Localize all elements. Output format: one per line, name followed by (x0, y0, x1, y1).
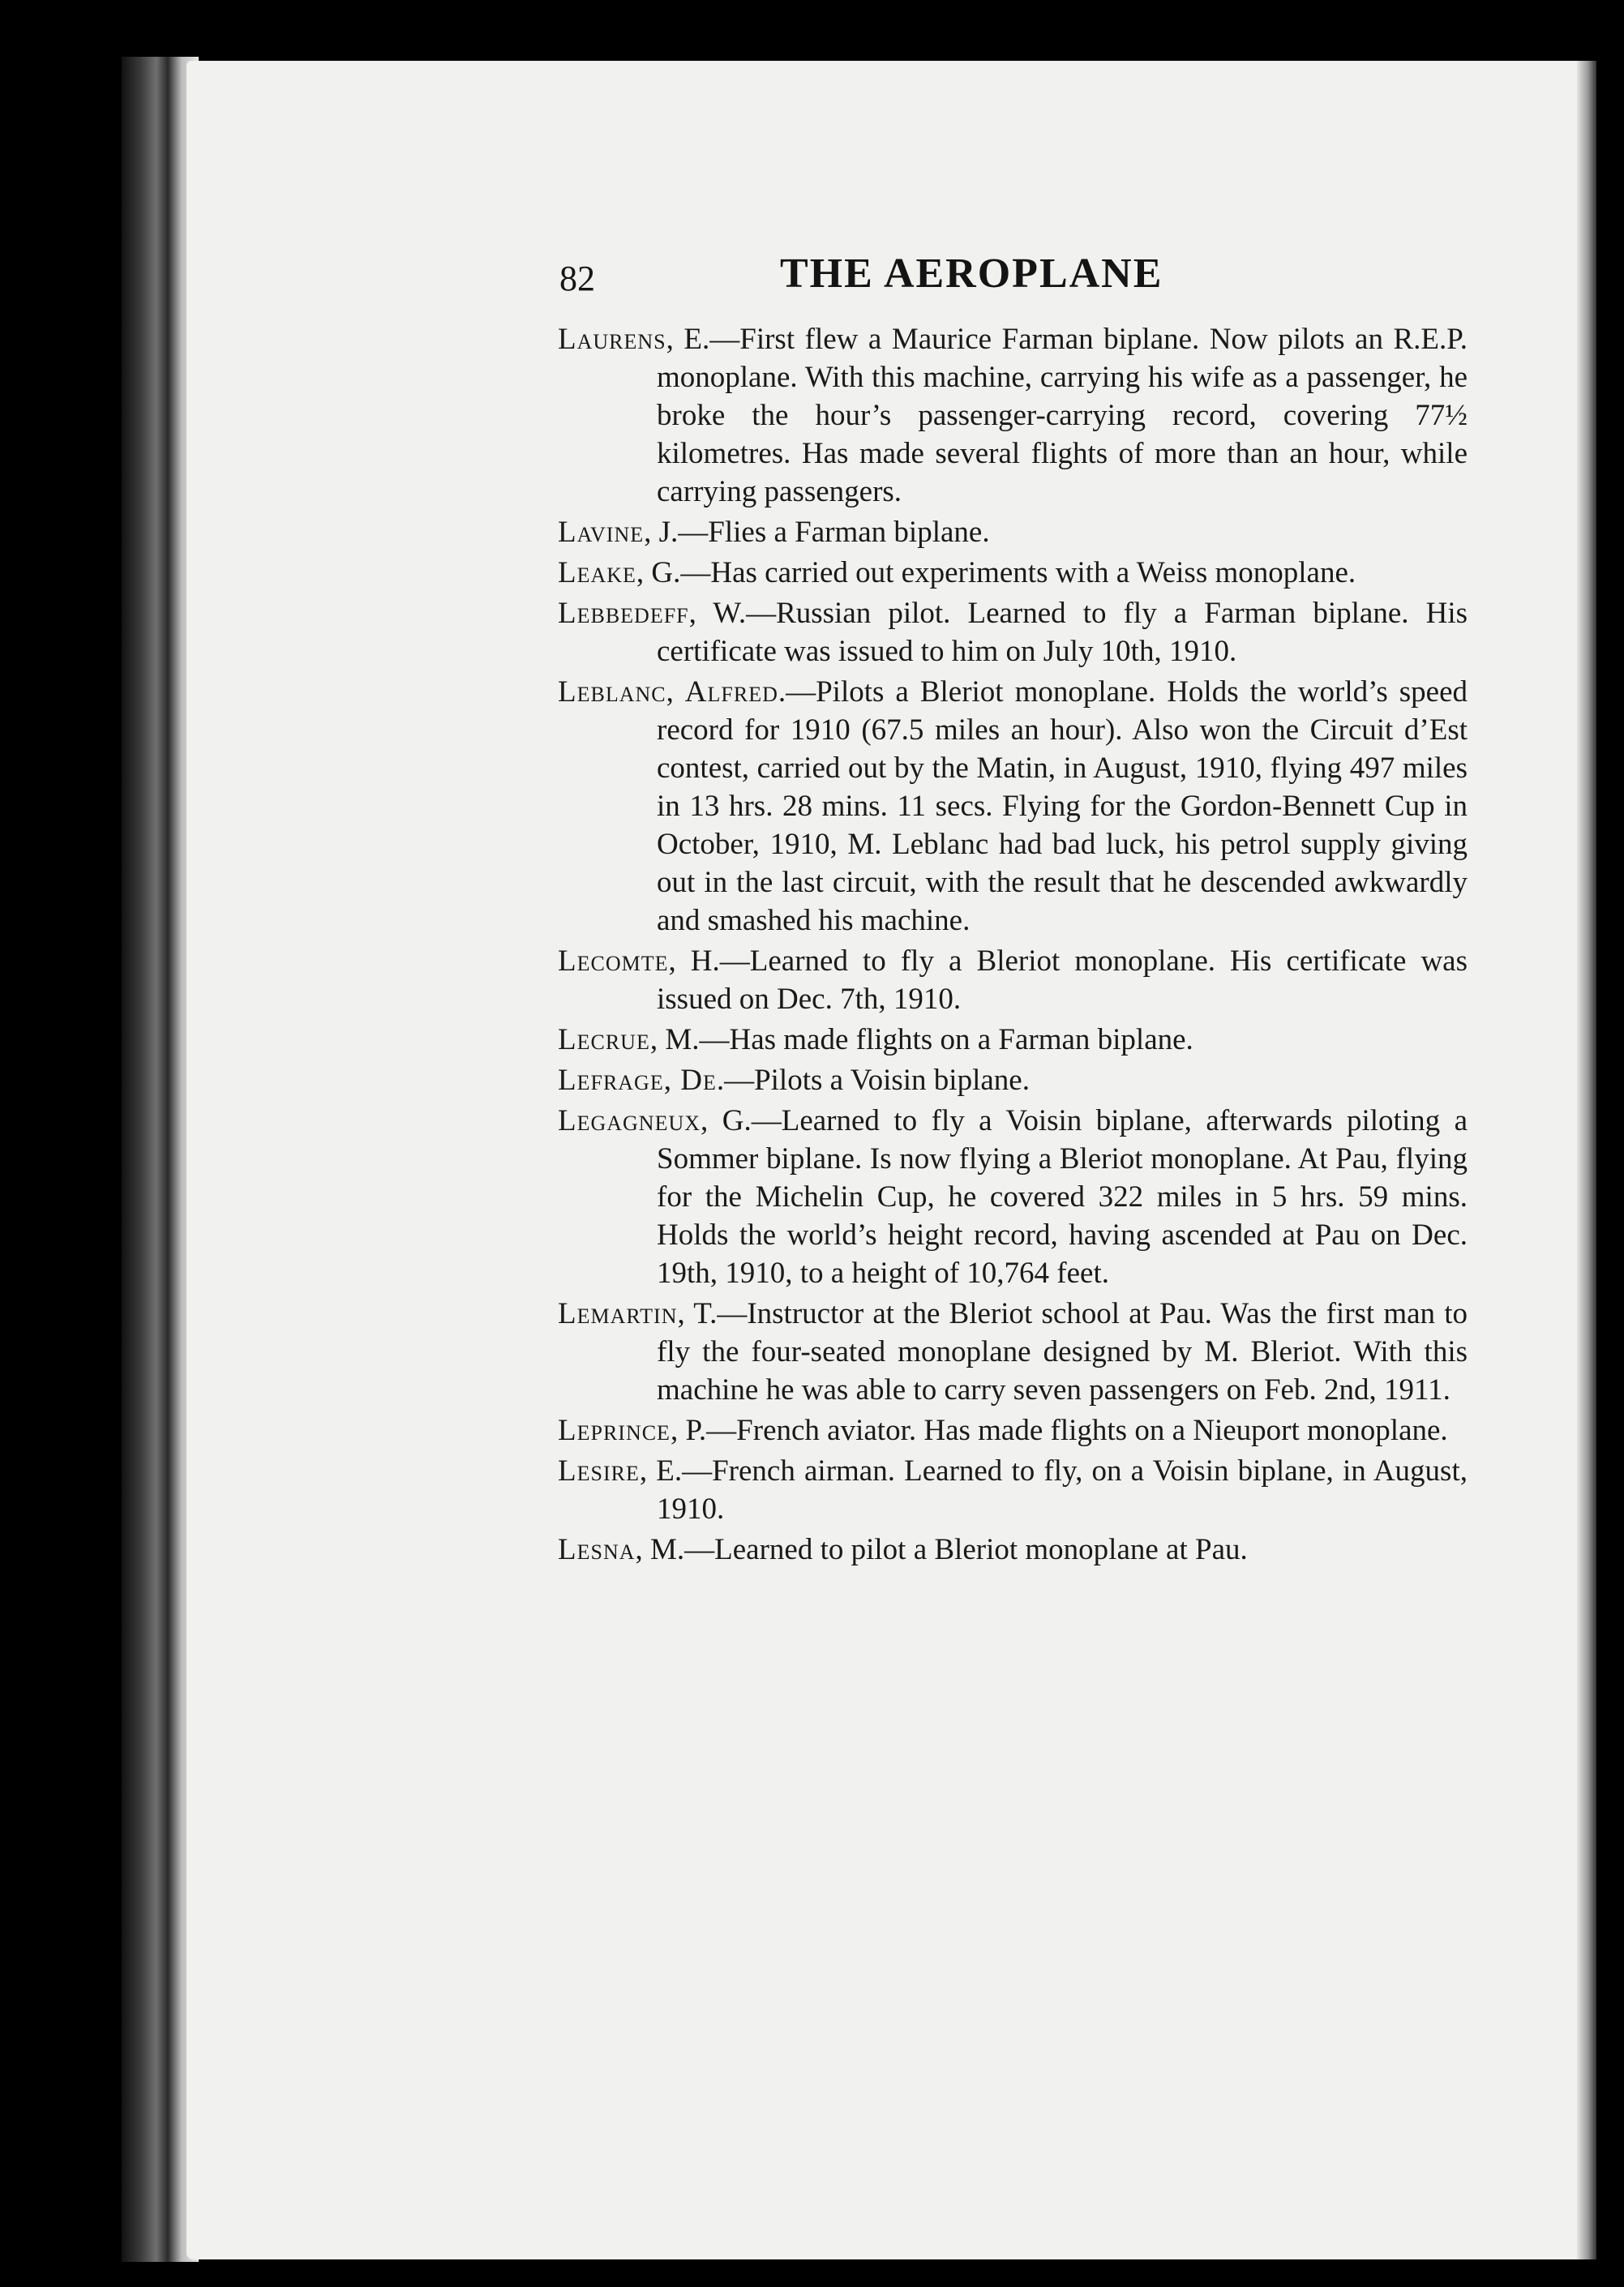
entry-lecomte (558, 942, 1468, 1018)
entry-text: .—Pilots a Bleriot monoplane. Holds the world’s speed record for 1910 (67.5 miles an hour). Also won the Circuit d’Est contest, carried out by the Matin, in August, 1910, flying 497 miles in 13 hrs. 28 mins. 11 secs. Flying for the Gordon-Bennett Cup in October, 1910, M. Leblanc had bad luck, his petrol supply giving out in the last circuit, with the result that he descended awkwardly and smashed his machine. (657, 675, 1468, 937)
entry-text: , G.—Learned to fly a Voisin biplane, afterwards piloting a Sommer biplane. Is now flying a Bleriot monoplane. At Pau, flying for the Michelin Cup, he covered 322 miles in 5 hrs. 59 mins. Holds the world’s height record, having ascended at Pau on Dec. 19th, 1910, to a height of 10,764 feet. (657, 1104, 1468, 1290)
entry-name: Lecrue (558, 1023, 650, 1056)
dictionary-entries (558, 320, 1468, 1571)
entry-lesire (558, 1452, 1468, 1528)
entry-name: Leake (558, 556, 636, 589)
entry-name: Lavine (558, 516, 645, 549)
entry-name: Laurens (558, 323, 666, 356)
entry-text: , T.—Instructor at the Bleriot school at Pau. Was the first man to fly the four-seated monoplane designed by M. Bleriot. With this machine he was able to carry seven passengers on Feb. 2nd, 1911. (657, 1297, 1468, 1407)
entry-text: , J.—Flies a Farman biplane. (644, 516, 990, 549)
entry-text: , H.—Learned to fly a Bleriot monoplane. His certificate was issued on Dec. 7th, 1910. (657, 944, 1468, 1016)
entry-name: Lebbedeff (558, 597, 689, 630)
entry-lefrage (558, 1061, 1468, 1099)
entry-lecrue (558, 1021, 1468, 1059)
entry-legagneux (558, 1102, 1468, 1292)
entry-text: , G.—Has carried out experiments with a Weiss monoplane. (636, 556, 1356, 589)
entry-leake (558, 554, 1468, 592)
entry-name: Lemartin (558, 1297, 678, 1330)
entry-leprince (558, 1411, 1468, 1450)
page-title: THE AEROPLANE (780, 251, 1163, 297)
entry-leblanc (558, 673, 1468, 940)
entry-text: , P.—French aviator. Has made flights on a Nieuport monoplane. (670, 1414, 1448, 1447)
entry-lebbedeff (558, 594, 1468, 670)
running-head (559, 250, 1451, 306)
entry-text: , M.—Learned to pilot a Bleriot monoplane at Pau. (635, 1533, 1248, 1566)
entry-name: Lefrage, De (558, 1064, 717, 1097)
entry-name: Legagneux (558, 1104, 701, 1137)
page-number: 82 (559, 259, 595, 298)
entry-name: Leblanc, Alfred (558, 675, 778, 709)
entry-text: , E.—First flew a Maurice Farman biplane. Now pilots an R.E.P. monoplane. With this machine, carrying his wife as a passenger, he broke the hour’s passenger-carrying record, covering 77½ kilometres. Has made several flights of more than an hour, while carrying passengers. (657, 323, 1468, 508)
entry-name: Leprince (558, 1414, 671, 1447)
entry-text: , M.—Has made flights on a Farman biplane. (649, 1023, 1193, 1056)
entry-text: , W.—Russian pilot. Learned to fly a Farman biplane. His certificate was issued to him on July 10th, 1910. (657, 597, 1468, 668)
entry-lavine (558, 513, 1468, 551)
entry-lesna (558, 1531, 1468, 1569)
entry-name: Lesire (558, 1454, 640, 1488)
entry-name: Lecomte (558, 944, 669, 978)
entry-text: , E.—French airman. Learned to fly, on a Voisin biplane, in August, 1910. (639, 1454, 1468, 1526)
entry-lemartin (558, 1295, 1468, 1409)
entry-name: Lesna (558, 1533, 636, 1566)
entry-text: .—Pilots a Voisin biplane. (716, 1064, 1030, 1097)
entry-laurens (558, 320, 1468, 511)
page-fore-edge (1577, 61, 1596, 2259)
